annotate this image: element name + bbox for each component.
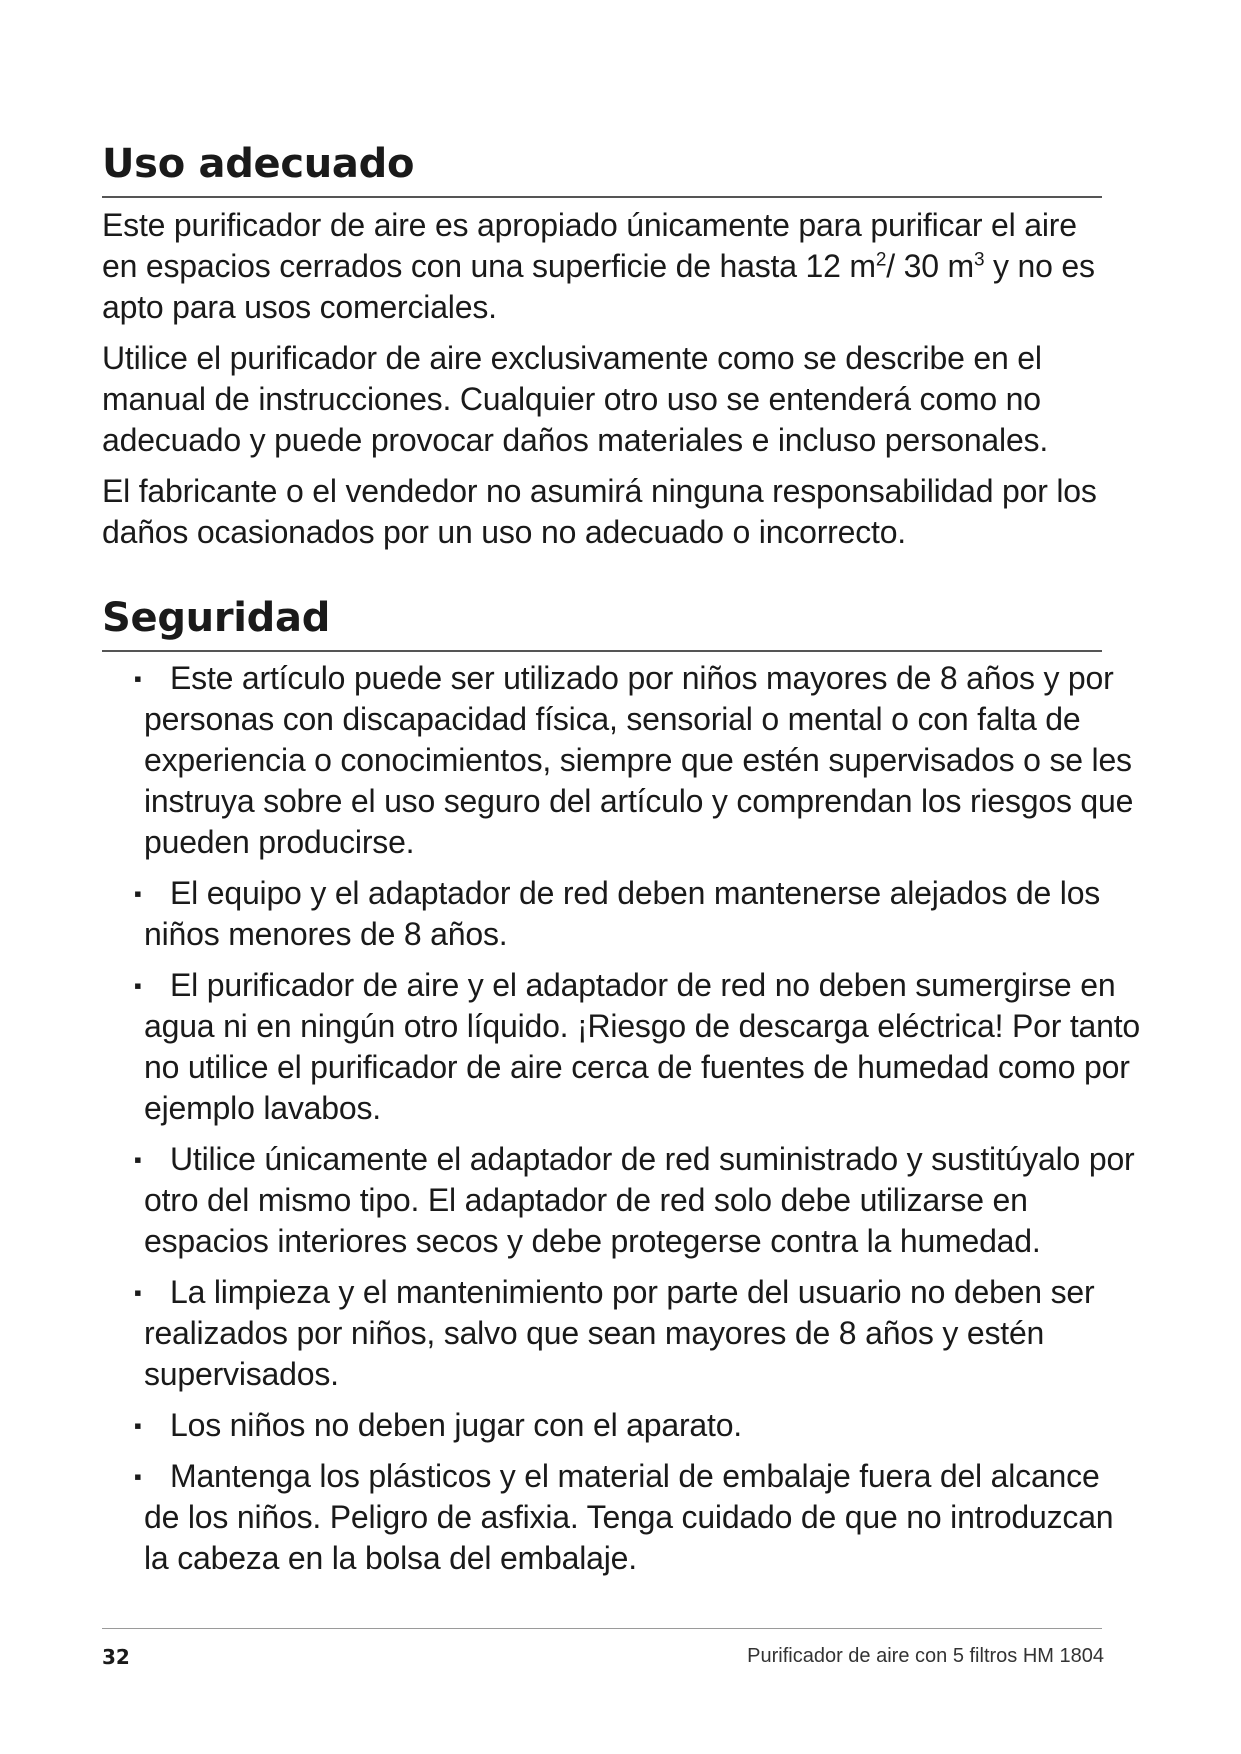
safety-list bbox=[102, 658, 1142, 1589]
paragraph-liability: El fabricante o el vendedor no asumirá ninguna responsabilidad por los daños ocasionados por un uso no adecuado o incorrecto. bbox=[102, 473, 1097, 550]
safety-item-text: El equipo y el adaptador de red deben mantenerse alejados de los niños menores de 8 años. bbox=[144, 875, 1101, 952]
safety-list-item bbox=[102, 1456, 1142, 1579]
safety-list-item bbox=[102, 1272, 1142, 1395]
safety-list-item bbox=[102, 1139, 1142, 1262]
section-title-uso-adecuado: Uso adecuado bbox=[102, 140, 1102, 198]
safety-list-item bbox=[102, 873, 1142, 955]
square-bullet-icon: ▪ bbox=[134, 1464, 142, 1489]
paragraph-purpose-text-b: / 30 m bbox=[886, 248, 974, 284]
section-title-seguridad: Seguridad bbox=[102, 594, 1102, 652]
safety-item-text: Este artículo puede ser utilizado por niños mayores de 8 años y por personas con discapacidad física, sensorial o mental o con falta de experiencia o conocimientos, siempre que estén supervisados o se les instruya sobre el uso seguro del artículo y comprendan los riesgos que pueden producirse. bbox=[144, 660, 1134, 860]
safety-item-text: Los niños no deben jugar con el aparato. bbox=[170, 1407, 742, 1443]
page-number: 32 bbox=[102, 1645, 130, 1669]
superscript-cubed: 3 bbox=[973, 249, 985, 271]
footer-document-title: Purificador de aire con 5 filtros HM 1804 bbox=[747, 1645, 1104, 1667]
safety-item-text: Mantenga los plásticos y el material de embalaje fuera del alcance de los niños. Peligro de asfixia. Tenga cuidado de que no introduzcan la cabeza en la bolsa del embalaje. bbox=[144, 1458, 1114, 1576]
paragraph-exclusive-use: Utilice el purificador de aire exclusivamente como se describe en el manual de instrucciones. Cualquier otro uso se entenderá como no adecuado y puede provocar daños materiales e incluso personales. bbox=[102, 340, 1049, 458]
document-page bbox=[102, 0, 1141, 1754]
paragraph-purpose bbox=[102, 205, 1102, 328]
safety-item-text: Utilice únicamente el adaptador de red suministrado y sustitúyalo por otro del mismo tipo. El adaptador de red solo debe utilizarse en espacios interiores secos y debe protegerse contra la humedad. bbox=[144, 1141, 1135, 1259]
superscript-squared: 2 bbox=[875, 249, 887, 271]
safety-item-text: El purificador de aire y el adaptador de red no deben sumergirse en agua ni en ningún otro líquido. ¡Riesgo de descarga eléctrica! Por tanto no utilice el purificador de aire cerca de fuentes de humedad como por ejemplo lavabos. bbox=[144, 967, 1141, 1126]
section-body-uso-adecuado bbox=[102, 205, 1102, 563]
safety-item-text: La limpieza y el mantenimiento por parte del usuario no deben ser realizados por niños, salvo que sean mayores de 8 años y estén supervisados. bbox=[144, 1274, 1095, 1392]
safety-list-item bbox=[102, 1405, 1142, 1446]
paragraph-purpose-text-a: Este purificador de aire es apropiado únicamente para purificar el aire en espacios cerrados con una superficie de hasta 12 m bbox=[102, 207, 1077, 284]
square-bullet-icon: ▪ bbox=[134, 973, 142, 998]
safety-list-item bbox=[102, 658, 1142, 863]
square-bullet-icon: ▪ bbox=[134, 1413, 142, 1438]
square-bullet-icon: ▪ bbox=[134, 1147, 142, 1172]
square-bullet-icon: ▪ bbox=[134, 1280, 142, 1305]
paragraph-purpose-text-c: y no es apto para usos comerciales. bbox=[102, 248, 1095, 325]
square-bullet-icon: ▪ bbox=[134, 881, 142, 906]
safety-list-item bbox=[102, 965, 1142, 1129]
square-bullet-icon: ▪ bbox=[134, 666, 142, 691]
footer-divider bbox=[102, 1628, 1102, 1629]
